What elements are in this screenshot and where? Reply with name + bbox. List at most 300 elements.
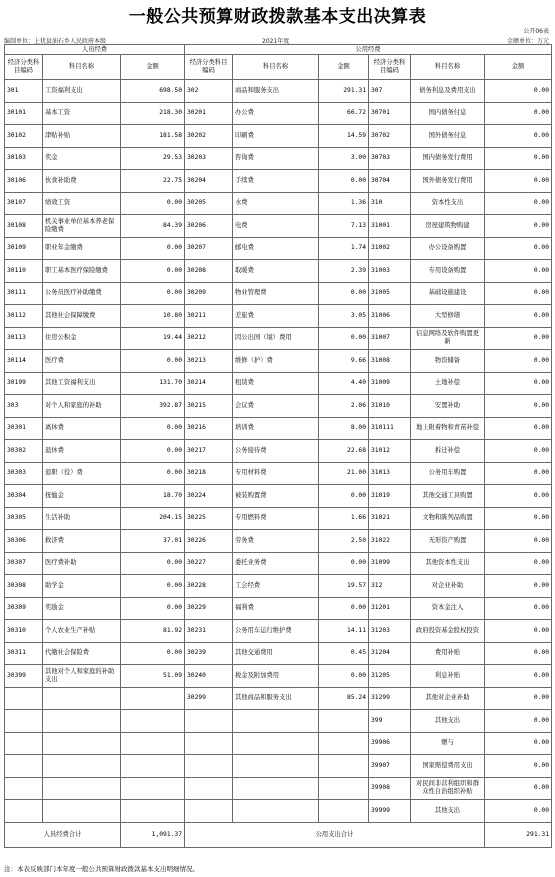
table-row bbox=[5, 665, 552, 688]
table-row bbox=[5, 372, 552, 395]
subject-name-cell: 利息补贴 bbox=[411, 665, 485, 688]
econ-code-cell: 30108 bbox=[5, 215, 43, 238]
subject-name-cell: 土地补偿 bbox=[411, 372, 485, 395]
table-row bbox=[5, 485, 552, 508]
subject-name-cell: 委托业务费 bbox=[233, 552, 319, 575]
econ-code-cell: 30224 bbox=[185, 485, 233, 508]
econ-code-cell: 30106 bbox=[5, 170, 43, 193]
subject-name-cell: 生活补助 bbox=[43, 507, 121, 530]
subject-name-cell: 其他对个人和家庭的补助支出 bbox=[43, 665, 121, 688]
subject-name-cell: 其他支出 bbox=[411, 800, 485, 823]
econ-code-cell: 31009 bbox=[369, 372, 411, 395]
subject-name-cell: 税金及附加费用 bbox=[233, 665, 319, 688]
econ-code-cell bbox=[185, 755, 233, 778]
amount-cell: 29.53 bbox=[121, 147, 185, 170]
subject-name-cell: 离休费 bbox=[43, 417, 121, 440]
subject-name-cell: 职工基本医疗保险缴费 bbox=[43, 260, 121, 283]
budget-table bbox=[4, 44, 552, 848]
subject-name-cell: 抚恤金 bbox=[43, 485, 121, 508]
subject-name-cell: 租赁费 bbox=[233, 372, 319, 395]
econ-code-cell: 30228 bbox=[185, 575, 233, 598]
col-header-code: 经济分类科目编码 bbox=[185, 55, 233, 80]
econ-code-cell: 30205 bbox=[185, 192, 233, 215]
amount-cell: 0.00 bbox=[485, 215, 552, 238]
amount-cell: 0.00 bbox=[121, 260, 185, 283]
econ-code-cell: 31021 bbox=[369, 507, 411, 530]
subject-name-cell: 国内债务发行费用 bbox=[411, 147, 485, 170]
econ-code-cell: 31201 bbox=[369, 597, 411, 620]
amount-cell bbox=[319, 710, 369, 733]
col-header-name: 科目名称 bbox=[43, 55, 121, 80]
subject-name-cell: 物资储备 bbox=[411, 350, 485, 373]
subject-name-cell: 专用设备购置 bbox=[411, 260, 485, 283]
amount-cell bbox=[121, 687, 185, 710]
econ-code-cell: 30207 bbox=[185, 237, 233, 260]
amount-cell: 2.39 bbox=[319, 260, 369, 283]
econ-code-cell: 30240 bbox=[185, 665, 233, 688]
amount-cell: 0.00 bbox=[485, 417, 552, 440]
table-row bbox=[5, 732, 552, 755]
amount-cell: 0.00 bbox=[485, 170, 552, 193]
subject-name-cell: 公务用车购置 bbox=[411, 462, 485, 485]
econ-code-cell: 30201 bbox=[185, 102, 233, 125]
econ-code-cell: 30217 bbox=[185, 440, 233, 463]
col-header-name: 科目名称 bbox=[411, 55, 485, 80]
econ-code-cell: 30229 bbox=[185, 597, 233, 620]
table-row bbox=[5, 80, 552, 103]
subject-name-cell: 会议费 bbox=[233, 395, 319, 418]
amount-cell: 66.72 bbox=[319, 102, 369, 125]
col-header-amount: 金额 bbox=[319, 55, 369, 80]
econ-code-cell: 31205 bbox=[369, 665, 411, 688]
subject-name-cell: 办公设备购置 bbox=[411, 237, 485, 260]
personnel-total-amount: 1,091.37 bbox=[121, 822, 185, 847]
econ-code-cell: 30702 bbox=[369, 125, 411, 148]
subject-name-cell: 大型修缮 bbox=[411, 305, 485, 328]
subject-name-cell: 其他社会保障缴费 bbox=[43, 305, 121, 328]
subject-name-cell: 商品和服务支出 bbox=[233, 80, 319, 103]
subject-name-cell bbox=[43, 687, 121, 710]
subject-name-cell: 赠与 bbox=[411, 732, 485, 755]
amount-cell: 1.66 bbox=[319, 507, 369, 530]
subject-name-cell: 资本金注入 bbox=[411, 597, 485, 620]
report-title: 一般公共预算财政拨款基本支出决算表 bbox=[128, 7, 427, 27]
econ-code-cell bbox=[5, 710, 43, 733]
amount-cell: 0.00 bbox=[319, 597, 369, 620]
subject-name-cell: 无形资产购置 bbox=[411, 530, 485, 553]
subject-name-cell: 其他交通费用 bbox=[233, 642, 319, 665]
table-row bbox=[5, 552, 552, 575]
econ-code-cell: 31203 bbox=[369, 620, 411, 643]
amount-cell: 81.92 bbox=[121, 620, 185, 643]
subject-name-cell: 救济费 bbox=[43, 530, 121, 553]
year-label: 2021年度 bbox=[262, 38, 290, 45]
subject-name-cell: 公务用车运行维护费 bbox=[233, 620, 319, 643]
econ-code-cell: 30208 bbox=[185, 260, 233, 283]
amount-cell: 0.00 bbox=[121, 462, 185, 485]
personnel-header: 人员经费 bbox=[5, 45, 185, 55]
table-body bbox=[5, 80, 552, 823]
amount-cell: 0.00 bbox=[485, 125, 552, 148]
econ-code-cell: 30310 bbox=[5, 620, 43, 643]
personnel-total-label: 人员经费合计 bbox=[5, 822, 121, 847]
table-row bbox=[5, 755, 552, 778]
amount-cell bbox=[319, 755, 369, 778]
subject-name-cell: 个人农业生产补贴 bbox=[43, 620, 121, 643]
subject-name-cell: 公务接待费 bbox=[233, 440, 319, 463]
econ-code-cell: 30306 bbox=[5, 530, 43, 553]
subject-name-cell: 电费 bbox=[233, 215, 319, 238]
econ-code-cell: 31008 bbox=[369, 350, 411, 373]
subject-name-cell: 水费 bbox=[233, 192, 319, 215]
amount-cell: 0.00 bbox=[121, 597, 185, 620]
amount-cell: 0.00 bbox=[121, 237, 185, 260]
public-total-amount: 291.31 bbox=[485, 822, 552, 847]
econ-code-cell: 31002 bbox=[369, 237, 411, 260]
unit-label: 金额单位：万元 bbox=[506, 38, 549, 45]
subject-name-cell: 职业年金缴费 bbox=[43, 237, 121, 260]
econ-code-cell: 39907 bbox=[369, 755, 411, 778]
econ-code-cell: 303 bbox=[5, 395, 43, 418]
subject-name-cell: 劳务费 bbox=[233, 530, 319, 553]
table-code: 公开06表 bbox=[523, 28, 549, 35]
table-row bbox=[5, 440, 552, 463]
econ-code-cell: 31022 bbox=[369, 530, 411, 553]
subject-name-cell: 邮电费 bbox=[233, 237, 319, 260]
amount-cell: 2.50 bbox=[319, 530, 369, 553]
amount-cell: 0.00 bbox=[485, 80, 552, 103]
amount-cell: 37.01 bbox=[121, 530, 185, 553]
amount-cell: 84.39 bbox=[121, 215, 185, 238]
amount-cell: 0.00 bbox=[485, 192, 552, 215]
econ-code-cell: 307 bbox=[369, 80, 411, 103]
econ-code-cell: 30110 bbox=[5, 260, 43, 283]
subject-name-cell bbox=[233, 755, 319, 778]
subject-name-cell: 基本工资 bbox=[43, 102, 121, 125]
econ-code-cell: 30704 bbox=[369, 170, 411, 193]
subject-name-cell: 基础设施建设 bbox=[411, 282, 485, 305]
subject-name-cell: 其他商品和服务支出 bbox=[233, 687, 319, 710]
econ-code-cell bbox=[5, 755, 43, 778]
econ-code-cell: 30202 bbox=[185, 125, 233, 148]
subject-name-cell: 医疗费 bbox=[43, 350, 121, 373]
col-header-name: 科目名称 bbox=[233, 55, 319, 80]
amount-cell: 0.00 bbox=[121, 350, 185, 373]
subject-name-cell: 津贴补贴 bbox=[43, 125, 121, 148]
amount-cell: 392.87 bbox=[121, 395, 185, 418]
econ-code-cell bbox=[185, 732, 233, 755]
amount-cell: 0.00 bbox=[319, 170, 369, 193]
subject-name-cell: 办公费 bbox=[233, 102, 319, 125]
public-total-label: 公用支出合计 bbox=[185, 822, 485, 847]
col-header-amount: 金额 bbox=[121, 55, 185, 80]
amount-cell: 19.57 bbox=[319, 575, 369, 598]
econ-code-cell: 31012 bbox=[369, 440, 411, 463]
subject-name-cell: 专用材料费 bbox=[233, 462, 319, 485]
subject-name-cell: 福利费 bbox=[233, 597, 319, 620]
amount-cell: 0.00 bbox=[121, 282, 185, 305]
amount-cell bbox=[121, 777, 185, 800]
econ-code-cell: 30102 bbox=[5, 125, 43, 148]
subject-name-cell: 其他对企业补助 bbox=[411, 687, 485, 710]
col-header-code: 经济分类科目编码 bbox=[369, 55, 411, 80]
amount-cell: 0.00 bbox=[485, 620, 552, 643]
econ-code-cell: 30199 bbox=[5, 372, 43, 395]
subject-name-cell: 维修（护）费 bbox=[233, 350, 319, 373]
table-row bbox=[5, 530, 552, 553]
subject-name-cell: 对个人和家庭的补助 bbox=[43, 395, 121, 418]
amount-cell: 21.00 bbox=[319, 462, 369, 485]
econ-code-cell: 30204 bbox=[185, 170, 233, 193]
subject-name-cell: 国外债务发行费用 bbox=[411, 170, 485, 193]
table-row bbox=[5, 462, 552, 485]
amount-cell: 0.00 bbox=[485, 575, 552, 598]
econ-code-cell: 30111 bbox=[5, 282, 43, 305]
amount-cell: 0.00 bbox=[485, 710, 552, 733]
table-row bbox=[5, 170, 552, 193]
subject-name-cell: 培训费 bbox=[233, 417, 319, 440]
econ-code-cell: 31299 bbox=[369, 687, 411, 710]
table-row bbox=[5, 305, 552, 328]
econ-code-cell: 30212 bbox=[185, 327, 233, 350]
subject-name-cell: 绩效工资 bbox=[43, 192, 121, 215]
amount-cell: 0.00 bbox=[485, 350, 552, 373]
subject-name-cell: 专用燃料费 bbox=[233, 507, 319, 530]
subject-name-cell: 物业管理费 bbox=[233, 282, 319, 305]
amount-cell: 0.00 bbox=[485, 665, 552, 688]
econ-code-cell: 30101 bbox=[5, 102, 43, 125]
amount-cell: 0.00 bbox=[485, 597, 552, 620]
amount-cell: 22.75 bbox=[121, 170, 185, 193]
econ-code-cell: 399 bbox=[369, 710, 411, 733]
econ-code-cell: 30112 bbox=[5, 305, 43, 328]
econ-code-cell: 30239 bbox=[185, 642, 233, 665]
subject-name-cell: 债务利息及费用支出 bbox=[411, 80, 485, 103]
econ-code-cell: 39908 bbox=[369, 777, 411, 800]
amount-cell: 0.00 bbox=[485, 800, 552, 823]
econ-code-cell: 31019 bbox=[369, 485, 411, 508]
amount-cell: 0.00 bbox=[121, 440, 185, 463]
amount-cell: 7.13 bbox=[319, 215, 369, 238]
subject-name-cell bbox=[233, 800, 319, 823]
amount-cell: 698.50 bbox=[121, 80, 185, 103]
amount-cell bbox=[121, 755, 185, 778]
amount-cell: 14.59 bbox=[319, 125, 369, 148]
org-label: 编制单位：上犹县油石乡人民政府本级 bbox=[4, 38, 107, 45]
econ-code-cell: 30218 bbox=[185, 462, 233, 485]
econ-code-cell: 31001 bbox=[369, 215, 411, 238]
amount-cell: 0.00 bbox=[485, 462, 552, 485]
amount-cell: 3.05 bbox=[319, 305, 369, 328]
table-row bbox=[5, 327, 552, 350]
amount-cell: 2.06 bbox=[319, 395, 369, 418]
table-row bbox=[5, 395, 552, 418]
amount-cell bbox=[121, 710, 185, 733]
amount-cell: 51.09 bbox=[121, 665, 185, 688]
econ-code-cell: 31013 bbox=[369, 462, 411, 485]
amount-cell: 0.00 bbox=[485, 642, 552, 665]
econ-code-cell: 302 bbox=[185, 80, 233, 103]
amount-cell: 218.30 bbox=[121, 102, 185, 125]
amount-cell: 0.00 bbox=[485, 147, 552, 170]
amount-cell: 19.44 bbox=[121, 327, 185, 350]
subject-name-cell: 伙食补助费 bbox=[43, 170, 121, 193]
subject-name-cell: 工会经费 bbox=[233, 575, 319, 598]
subject-name-cell bbox=[233, 710, 319, 733]
econ-code-cell: 312 bbox=[369, 575, 411, 598]
econ-code-cell: 30103 bbox=[5, 147, 43, 170]
table-row bbox=[5, 147, 552, 170]
table-row bbox=[5, 215, 552, 238]
econ-code-cell: 30203 bbox=[185, 147, 233, 170]
econ-code-cell: 30399 bbox=[5, 665, 43, 688]
table-row bbox=[5, 777, 552, 800]
amount-cell: 0.00 bbox=[485, 237, 552, 260]
subject-name-cell: 退休费 bbox=[43, 440, 121, 463]
table-row bbox=[5, 350, 552, 373]
econ-code-cell: 30215 bbox=[185, 395, 233, 418]
footnote: 注：本表反映部门本年度一般公共预算财政拨款基本支出明细情况。 bbox=[4, 865, 199, 873]
amount-cell: 18.70 bbox=[121, 485, 185, 508]
amount-cell: 291.31 bbox=[319, 80, 369, 103]
econ-code-cell: 30226 bbox=[185, 530, 233, 553]
amount-cell: 0.00 bbox=[485, 395, 552, 418]
amount-cell: 204.15 bbox=[121, 507, 185, 530]
amount-cell: 14.11 bbox=[319, 620, 369, 643]
subject-name-cell: 国内债务付息 bbox=[411, 102, 485, 125]
amount-cell: 0.00 bbox=[485, 732, 552, 755]
amount-cell: 0.00 bbox=[485, 755, 552, 778]
econ-code-cell: 30214 bbox=[185, 372, 233, 395]
econ-code-cell: 301 bbox=[5, 80, 43, 103]
table-row bbox=[5, 800, 552, 823]
amount-cell: 22.68 bbox=[319, 440, 369, 463]
subject-name-cell bbox=[43, 800, 121, 823]
amount-cell: 0.00 bbox=[319, 552, 369, 575]
subject-name-cell: 助学金 bbox=[43, 575, 121, 598]
econ-code-cell: 30701 bbox=[369, 102, 411, 125]
amount-cell bbox=[319, 732, 369, 755]
subject-name-cell: 奖励金 bbox=[43, 597, 121, 620]
subject-name-cell bbox=[233, 732, 319, 755]
amount-cell: 85.24 bbox=[319, 687, 369, 710]
econ-code-cell bbox=[185, 777, 233, 800]
subject-name-cell: 差旅费 bbox=[233, 305, 319, 328]
table-row bbox=[5, 687, 552, 710]
amount-cell: 3.00 bbox=[319, 147, 369, 170]
table-row bbox=[5, 102, 552, 125]
subject-name-cell: 安置补助 bbox=[411, 395, 485, 418]
subject-name-cell: 其他资本性支出 bbox=[411, 552, 485, 575]
amount-cell: 0.00 bbox=[485, 305, 552, 328]
amount-cell: 0.00 bbox=[485, 282, 552, 305]
amount-cell: 0.00 bbox=[121, 417, 185, 440]
econ-code-cell: 30299 bbox=[185, 687, 233, 710]
amount-cell: 0.00 bbox=[121, 192, 185, 215]
subject-name-cell: 取暖费 bbox=[233, 260, 319, 283]
subject-name-cell: 资本性支出 bbox=[411, 192, 485, 215]
table-row bbox=[5, 192, 552, 215]
econ-code-cell: 31003 bbox=[369, 260, 411, 283]
subject-name-cell: 代缴社会保险费 bbox=[43, 642, 121, 665]
amount-cell bbox=[319, 800, 369, 823]
table-row bbox=[5, 642, 552, 665]
subject-name-cell: 印刷费 bbox=[233, 125, 319, 148]
public-header: 公用经费 bbox=[185, 45, 552, 55]
econ-code-cell: 30213 bbox=[185, 350, 233, 373]
subject-name-cell: 因公出国（境）费用 bbox=[233, 327, 319, 350]
econ-code-cell: 30225 bbox=[185, 507, 233, 530]
table-row bbox=[5, 620, 552, 643]
econ-code-cell: 30304 bbox=[5, 485, 43, 508]
subject-name-cell: 房屋建筑物购建 bbox=[411, 215, 485, 238]
amount-cell: 4.40 bbox=[319, 372, 369, 395]
amount-cell bbox=[121, 732, 185, 755]
econ-code-cell: 30231 bbox=[185, 620, 233, 643]
amount-cell: 0.00 bbox=[319, 485, 369, 508]
table-row bbox=[5, 597, 552, 620]
subject-name-cell: 手续费 bbox=[233, 170, 319, 193]
subject-name-cell: 对民间非营利组织和群众性自治组织补贴 bbox=[411, 777, 485, 800]
amount-cell: 0.00 bbox=[485, 327, 552, 350]
subject-name-cell: 退职（役）费 bbox=[43, 462, 121, 485]
econ-code-cell: 31204 bbox=[369, 642, 411, 665]
subject-name-cell: 文物和陈列品购置 bbox=[411, 507, 485, 530]
subject-name-cell: 费用补贴 bbox=[411, 642, 485, 665]
subject-name-cell: 其他支出 bbox=[411, 710, 485, 733]
amount-cell: 0.45 bbox=[319, 642, 369, 665]
subject-name-cell: 国外债务付息 bbox=[411, 125, 485, 148]
econ-code-cell bbox=[5, 777, 43, 800]
subject-name-cell: 工资福利支出 bbox=[43, 80, 121, 103]
subject-name-cell bbox=[43, 777, 121, 800]
econ-code-cell bbox=[5, 687, 43, 710]
subject-name-cell: 被装购置费 bbox=[233, 485, 319, 508]
subject-name-cell: 信息网络及软件购置更新 bbox=[411, 327, 485, 350]
econ-code-cell: 310 bbox=[369, 192, 411, 215]
econ-code-cell: 31006 bbox=[369, 305, 411, 328]
amount-cell: 0.00 bbox=[485, 777, 552, 800]
econ-code-cell bbox=[5, 732, 43, 755]
amount-cell: 131.70 bbox=[121, 372, 185, 395]
amount-cell: 0.00 bbox=[485, 372, 552, 395]
econ-code-cell: 30303 bbox=[5, 462, 43, 485]
econ-code-cell: 30206 bbox=[185, 215, 233, 238]
subject-name-cell: 其他交通工具购置 bbox=[411, 485, 485, 508]
subject-name-cell: 其他工资福利支出 bbox=[43, 372, 121, 395]
econ-code-cell bbox=[185, 800, 233, 823]
econ-code-cell: 31005 bbox=[369, 282, 411, 305]
amount-cell bbox=[121, 800, 185, 823]
econ-code-cell: 31010 bbox=[369, 395, 411, 418]
subject-name-cell: 咨询费 bbox=[233, 147, 319, 170]
table-row bbox=[5, 125, 552, 148]
econ-code-cell: 30309 bbox=[5, 597, 43, 620]
amount-cell bbox=[319, 777, 369, 800]
amount-cell: 1.36 bbox=[319, 192, 369, 215]
econ-code-cell: 31099 bbox=[369, 552, 411, 575]
table-row bbox=[5, 507, 552, 530]
amount-cell: 0.00 bbox=[485, 552, 552, 575]
subject-name-cell: 医疗费补助 bbox=[43, 552, 121, 575]
econ-code-cell: 30703 bbox=[369, 147, 411, 170]
subject-name-cell: 国家赔偿费用支出 bbox=[411, 755, 485, 778]
amount-cell: 10.80 bbox=[121, 305, 185, 328]
amount-cell: 1.74 bbox=[319, 237, 369, 260]
econ-code-cell: 30311 bbox=[5, 642, 43, 665]
subject-name-cell: 拆迁补偿 bbox=[411, 440, 485, 463]
econ-code-cell: 30307 bbox=[5, 552, 43, 575]
